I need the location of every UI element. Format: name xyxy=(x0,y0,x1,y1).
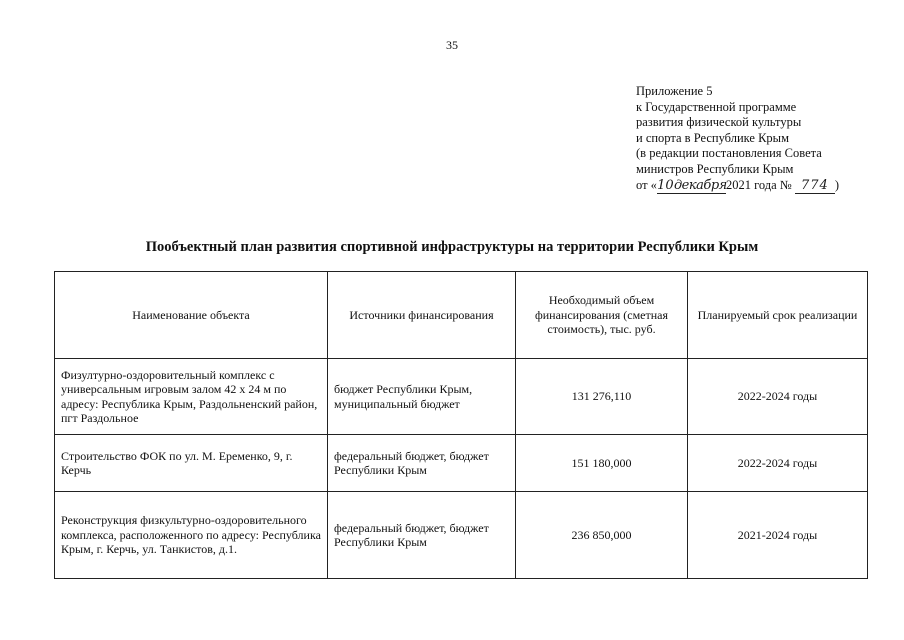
document-title: Пообъектный план развития спортивной инфраструктуры на территории Республики Крым xyxy=(145,239,759,255)
cell-funding-source: бюджет Республики Крым, муниципальный бюджет xyxy=(328,359,516,435)
table-header-row xyxy=(55,272,868,359)
date-year: 2021 года № xyxy=(725,177,792,192)
appendix-line: (в редакции постановления Совета xyxy=(636,146,822,161)
appendix-date-line xyxy=(636,178,896,195)
appendix-line: и спорта в Республике Крым xyxy=(636,130,789,145)
cell-term: 2021-2024 годы xyxy=(688,492,868,579)
date-prefix: от « xyxy=(636,177,657,192)
page-number: 35 xyxy=(446,38,458,52)
appendix-line: развития физической культуры xyxy=(636,115,802,130)
cell-funding-amount: 151 180,000 xyxy=(516,435,688,492)
table-row xyxy=(55,492,868,579)
header-funding-source: Источники финансирования xyxy=(328,272,516,359)
cell-funding-source: федеральный бюджет, бюджет Республики Крым xyxy=(328,435,516,492)
cell-object-name: Строительство ФОК по ул. М. Еременко, 9, г. Керчь xyxy=(55,435,328,492)
appendix-line: к Государственной программе xyxy=(636,99,797,114)
cell-funding-amount: 236 850,000 xyxy=(516,492,688,579)
cell-funding-amount: 131 276,110 xyxy=(516,359,688,435)
table-row xyxy=(55,435,868,492)
handwritten-month: декабря xyxy=(673,177,727,193)
cell-term: 2022-2024 годы xyxy=(688,435,868,492)
cell-object-name: Физултурно-оздоровительный комплекс с универсальным игровым залом 42 х 24 м по адресу: Республика Крым, Раздольненский район, пгт Раздольное xyxy=(55,359,328,435)
cell-term: 2022-2024 годы xyxy=(688,359,868,435)
header-object-name: Наименование объекта xyxy=(55,272,328,359)
cell-object-name: Реконструкция физкультурно-оздоровительного комплекса, расположенного по адресу: Республика Крым, г. Керчь, ул. Танкистов, д.1. xyxy=(55,492,328,579)
handwritten-day: 10 xyxy=(657,177,674,193)
infrastructure-plan-table xyxy=(54,271,868,579)
date-close: ) xyxy=(834,177,840,192)
table-row xyxy=(55,359,868,435)
handwritten-number: 774 xyxy=(795,178,835,195)
header-funding-amount: Необходимый объем финансирования (сметная стоимость), тыс. руб. xyxy=(516,272,688,359)
header-term: Планируемый срок реализации xyxy=(688,272,868,359)
cell-funding-source: федеральный бюджет, бюджет Республики Крым xyxy=(328,492,516,579)
appendix-block xyxy=(636,84,896,194)
appendix-line: Приложение 5 xyxy=(636,84,713,98)
appendix-line: министров Республики Крым xyxy=(636,161,794,176)
